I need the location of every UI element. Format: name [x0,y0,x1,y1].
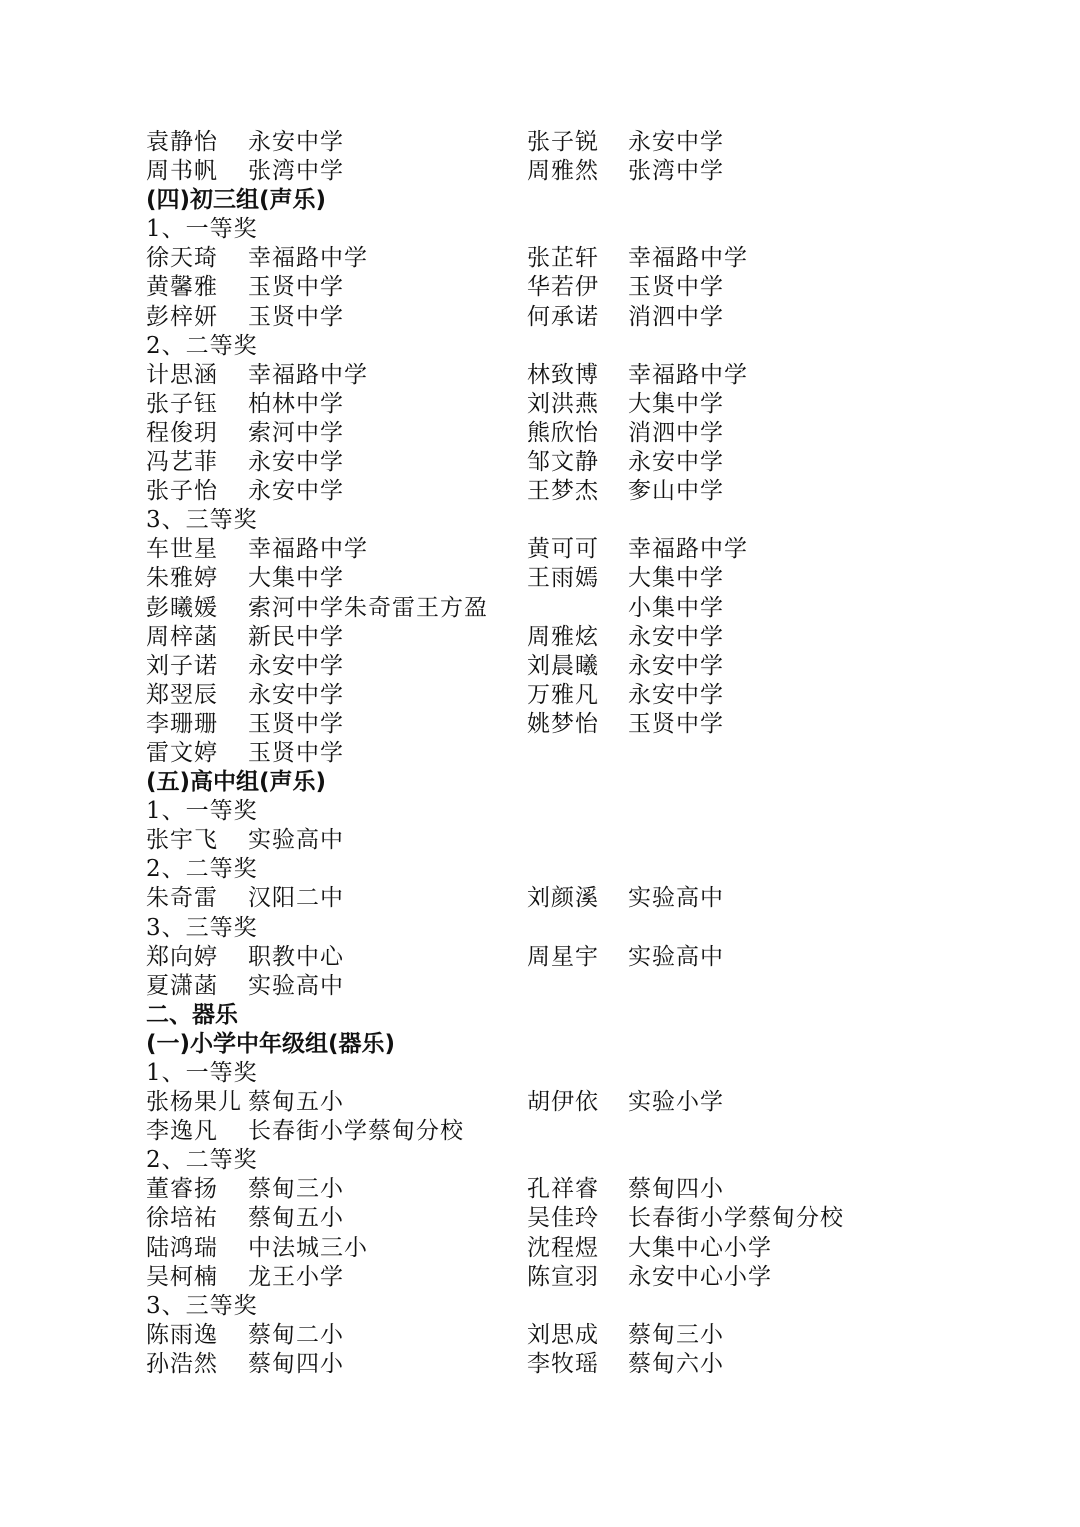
school-name: 实验高中 [248,827,344,854]
student-name: 李牧瑶 [527,1350,599,1377]
student-name: 陈宣羽 [527,1263,599,1290]
school-name: 幸福路中学 [628,536,748,563]
school-name: 龙王小学 [248,1263,344,1290]
school-name: 消泗中学 [628,303,724,330]
award-row [146,564,946,593]
award-row [146,157,946,186]
student-name: 袁静怡 [146,129,218,155]
student-name: 张宇飞 [146,827,218,854]
student-name: 徐天琦 [146,245,218,272]
student-name: 郑向婷 [146,943,218,970]
award-row [146,448,946,477]
student-name: 黄可可 [527,536,599,563]
award-row [146,972,946,1001]
school-name: 汉阳二中 [248,885,344,912]
student-name: 邹文静 [527,449,599,476]
school-name: 玉贤中学 [248,274,344,301]
school-name: 蔡甸四小 [628,1176,724,1203]
student-name: 周星宇 [527,943,599,970]
student-name: 夏潇菡 [146,972,218,999]
student-name: 董睿扬 [146,1176,218,1203]
school-name: 蔡甸三小 [248,1176,344,1203]
student-name: 周雅炫 [527,623,599,650]
student-name: 刘颜溪 [527,885,599,912]
prize-level-heading: 3、三等奖 [146,507,258,534]
school-name: 永安中学 [628,623,724,650]
school-name: 永安中学 [628,129,724,155]
student-name: 陈雨逸 [146,1321,218,1348]
prize-level-heading: 2、二等奖 [146,856,258,883]
student-name: 沈程煜 [527,1234,599,1261]
school-name: 蔡甸二小 [248,1321,344,1348]
school-name: 玉贤中学 [248,739,344,766]
award-row [146,594,946,623]
award-row [146,273,946,302]
school-name: 实验小学 [628,1089,724,1116]
section-heading: (五)高中组(声乐) [146,769,327,796]
school-name: 职教中心 [248,943,344,970]
award-row [146,419,946,448]
student-name: 朱雅婷 [146,565,218,592]
school-name: 幸福路中学 [628,245,748,272]
school-name: 中法城三小 [248,1234,368,1261]
school-name: 大集中学 [628,565,724,592]
school-name: 索河中学 [248,419,344,446]
student-name: 王雨嫣 [527,565,599,592]
prize-level-heading: 2、二等奖 [146,1147,258,1174]
award-row [146,739,946,768]
award-row [146,361,946,390]
student-name: 姚梦怡 [527,710,599,737]
student-name: 周梓菡 [146,623,218,650]
award-row [146,943,946,972]
student-name: 郑翌辰 [146,681,218,708]
student-name: 万雅凡 [527,681,599,708]
student-name: 徐培祐 [146,1205,218,1232]
student-name: 孙浩然 [146,1350,218,1377]
award-row [146,244,946,273]
school-name: 索河中学朱奇雷王方盈 [248,594,488,621]
school-name: 玉贤中学 [628,710,724,737]
prize-level-heading: 1、一等奖 [146,216,258,243]
school-name: 奓山中学 [628,478,724,505]
school-name: 幸福路中学 [628,361,748,388]
school-name: 永安中学 [628,652,724,679]
school-name: 新民中学 [248,623,344,650]
school-name: 玉贤中学 [248,303,344,330]
student-name: 彭曦媛 [146,594,218,621]
student-name: 周书帆 [146,158,218,185]
student-name: 华若伊 [527,274,599,301]
award-row [146,1204,946,1233]
school-name: 张湾中学 [628,158,724,185]
school-name: 永安中心小学 [628,1263,772,1290]
school-name: 永安中学 [248,449,344,476]
school-name: 蔡甸四小 [248,1350,344,1377]
student-name: 刘晨曦 [527,652,599,679]
prize-level-heading: 3、三等奖 [146,1292,258,1319]
prize-level-heading: 3、三等奖 [146,914,258,941]
school-name: 张湾中学 [248,158,344,185]
award-row [146,623,946,652]
award-row [146,303,946,332]
award-row [146,1234,946,1263]
student-name: 刘洪燕 [527,390,599,417]
school-name: 幸福路中学 [248,361,368,388]
award-row [146,710,946,739]
student-name: 李逸凡 [146,1118,218,1145]
school-name: 玉贤中学 [248,710,344,737]
award-list [146,128,946,1379]
student-name: 张子锐 [527,129,599,155]
school-name: 永安中学 [248,652,344,679]
award-row [146,390,946,419]
student-name: 黄馨雅 [146,274,218,301]
student-name: 张子钰 [146,390,218,417]
student-name: 孔祥睿 [527,1176,599,1203]
school-name: 小集中学 [628,594,724,621]
student-name: 雷文婷 [146,739,218,766]
school-name: 永安中学 [628,449,724,476]
school-name: 大集中学 [248,565,344,592]
student-name: 程俊玥 [146,419,218,446]
award-row [146,826,946,855]
student-name: 刘子诺 [146,652,218,679]
award-row [146,128,946,157]
school-name: 蔡甸六小 [628,1350,724,1377]
student-name: 周雅然 [527,158,599,185]
award-row [146,1117,946,1146]
student-name: 彭梓妍 [146,303,218,330]
school-name: 实验高中 [248,972,344,999]
school-name: 大集中学 [628,390,724,417]
student-name: 车世星 [146,536,218,563]
school-name: 幸福路中学 [248,536,368,563]
award-row [146,477,946,506]
student-name: 陆鸿瑞 [146,1234,218,1261]
student-name: 张杨果儿 [146,1089,242,1116]
student-name: 胡伊依 [527,1089,599,1116]
prize-level-heading: 1、一等奖 [146,798,258,825]
award-row [146,681,946,710]
school-name: 蔡甸五小 [248,1205,344,1232]
student-name: 吴柯楠 [146,1263,218,1290]
prize-level-heading: 1、一等奖 [146,1060,258,1086]
section-heading: 二、器乐 [146,1001,238,1028]
prize-level-heading: 2、二等奖 [146,332,258,359]
school-name: 蔡甸三小 [628,1321,724,1348]
school-name: 永安中学 [248,681,344,708]
student-name: 张芷轩 [527,245,599,272]
award-row [146,535,946,564]
student-name: 王梦杰 [527,478,599,505]
student-name: 刘思成 [527,1321,599,1348]
school-name: 长春街小学蔡甸分校 [248,1118,464,1145]
school-name: 长春街小学蔡甸分校 [628,1205,844,1232]
school-name: 永安中学 [248,129,344,155]
school-name: 实验高中 [628,943,724,970]
award-row [146,884,946,913]
award-row [146,1263,946,1292]
student-name: 冯艺菲 [146,449,218,476]
award-row [146,1175,946,1204]
student-name: 熊欣怡 [527,419,599,446]
award-row [146,1088,946,1117]
school-name: 永安中学 [628,681,724,708]
school-name: 蔡甸五小 [248,1089,344,1116]
student-name: 李珊珊 [146,710,218,737]
award-row [146,1350,946,1379]
school-name: 大集中心小学 [628,1234,772,1261]
school-name: 玉贤中学 [628,274,724,301]
section-heading: (四)初三组(声乐) [146,187,327,214]
student-name: 张子怡 [146,478,218,505]
school-name: 消泗中学 [628,419,724,446]
student-name: 吴佳玲 [527,1205,599,1232]
school-name: 实验高中 [628,885,724,912]
school-name: 幸福路中学 [248,245,368,272]
school-name: 柏林中学 [248,390,344,417]
student-name: 朱奇雷 [146,885,218,912]
school-name: 永安中学 [248,478,344,505]
student-name: 何承诺 [527,303,599,330]
award-row [146,1321,946,1350]
section-heading: (一)小学中年级组(器乐) [146,1030,396,1057]
student-name: 计思涵 [146,361,218,388]
award-row [146,652,946,681]
student-name: 林致博 [527,361,599,388]
